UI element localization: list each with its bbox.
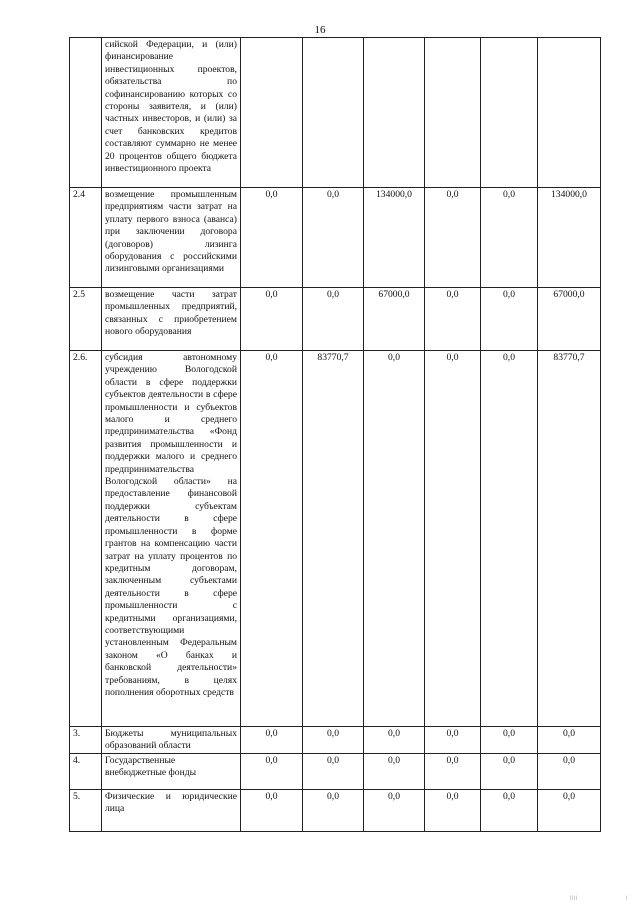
value-cell: 67000,0	[538, 288, 601, 351]
row-number-cell: 5.	[70, 789, 102, 831]
row-number-cell: 3.	[70, 727, 102, 754]
value-cell	[425, 38, 481, 188]
row-number-cell	[70, 38, 102, 188]
value-cell: 0,0	[425, 753, 481, 789]
value-cell: 0,0	[481, 789, 538, 831]
value-cell: 0,0	[538, 789, 601, 831]
value-cell: 0,0	[364, 789, 425, 831]
value-cell: 83770,7	[538, 351, 601, 727]
value-cell: 0,0	[241, 789, 303, 831]
row-description-cell: субсидия автономному учреждению Вологодской области в сфере поддержки субъектов деятельности в сфере промышленности и субъектов малого и среднего предпринимательства «Фонд развития промышленности и поддержки малого и среднего предпринимательства Вологодской области» на предоставление финансовой поддержки субъектам деятельности в сфере промышленности в форме грантов на компенсацию части затрат на уплату процентов по кредитным договорам, заключенным субъектами деятельности в сфере промышленности с кредитными организациями, соответствующими установленным Федеральным законом «О банках и банковской деятельности» требованиям, в целях пополнения оборотных средств	[102, 351, 241, 727]
page-number: 16	[314, 24, 326, 36]
row-description-cell: сийской Федерации, и (или) финансирование инвестиционных проектов, обязательства по софинансированию которых со стороны заявителя, и (или) частных инвесторов, и (или) за счет банковских кредитов составляют суммарно не менее 20 процентов общего бюджета инвестиционного проекта	[102, 38, 241, 188]
row-number-cell: 2.5	[70, 288, 102, 351]
value-cell: 0,0	[425, 727, 481, 754]
value-cell: 0,0	[538, 753, 601, 789]
row-description-cell: возмещение части затрат промышленных предприятий, связанных с приобретением нового оборудования	[102, 288, 241, 351]
value-cell: 0,0	[481, 188, 538, 288]
value-cell: 0,0	[241, 351, 303, 727]
row-description-cell: Государственные внебюджетные фонды	[102, 753, 241, 789]
value-cell: 67000,0	[364, 288, 425, 351]
value-cell: 0,0	[241, 753, 303, 789]
value-cell: 0,0	[425, 288, 481, 351]
value-cell: 0,0	[241, 288, 303, 351]
value-cell: 0,0	[303, 789, 364, 831]
value-cell: 0,0	[303, 727, 364, 754]
value-cell	[481, 38, 538, 188]
row-number-cell: 2.4	[70, 188, 102, 288]
value-cell: 134000,0	[364, 188, 425, 288]
value-cell: 134000,0	[538, 188, 601, 288]
row-number-cell: 2.6.	[70, 351, 102, 727]
scan-mark: ||||	[570, 896, 579, 901]
table-row	[70, 188, 601, 288]
value-cell	[538, 38, 601, 188]
value-cell: 0,0	[481, 753, 538, 789]
value-cell: 0,0	[425, 789, 481, 831]
value-cell	[364, 38, 425, 188]
value-cell	[303, 38, 364, 188]
value-cell: 0,0	[303, 188, 364, 288]
row-number-cell: 4.	[70, 753, 102, 789]
value-cell: 0,0	[364, 351, 425, 727]
scan-mark: |	[626, 896, 628, 901]
value-cell: 0,0	[303, 288, 364, 351]
row-description-cell: Бюджеты муниципальных образований области	[102, 727, 241, 754]
budget-table	[69, 37, 601, 832]
value-cell: 0,0	[241, 727, 303, 754]
table-row	[70, 727, 601, 754]
table-row	[70, 38, 601, 188]
value-cell: 0,0	[425, 188, 481, 288]
table-row	[70, 351, 601, 727]
value-cell: 0,0	[425, 351, 481, 727]
value-cell: 0,0	[364, 727, 425, 754]
value-cell: 83770,7	[303, 351, 364, 727]
value-cell	[241, 38, 303, 188]
row-description-cell: Физические и юридические лица	[102, 789, 241, 831]
value-cell: 0,0	[538, 727, 601, 754]
table-row	[70, 288, 601, 351]
row-description-cell: возмещение промышленным предприятиям части затрат на уплату первого взноса (аванса) при заключении договора (договоров) лизинга оборудования с российскими лизинговыми организациями	[102, 188, 241, 288]
value-cell: 0,0	[481, 351, 538, 727]
value-cell: 0,0	[303, 753, 364, 789]
table-row	[70, 753, 601, 789]
table-row	[70, 789, 601, 831]
value-cell: 0,0	[241, 188, 303, 288]
value-cell: 0,0	[364, 753, 425, 789]
value-cell: 0,0	[481, 727, 538, 754]
value-cell: 0,0	[481, 288, 538, 351]
